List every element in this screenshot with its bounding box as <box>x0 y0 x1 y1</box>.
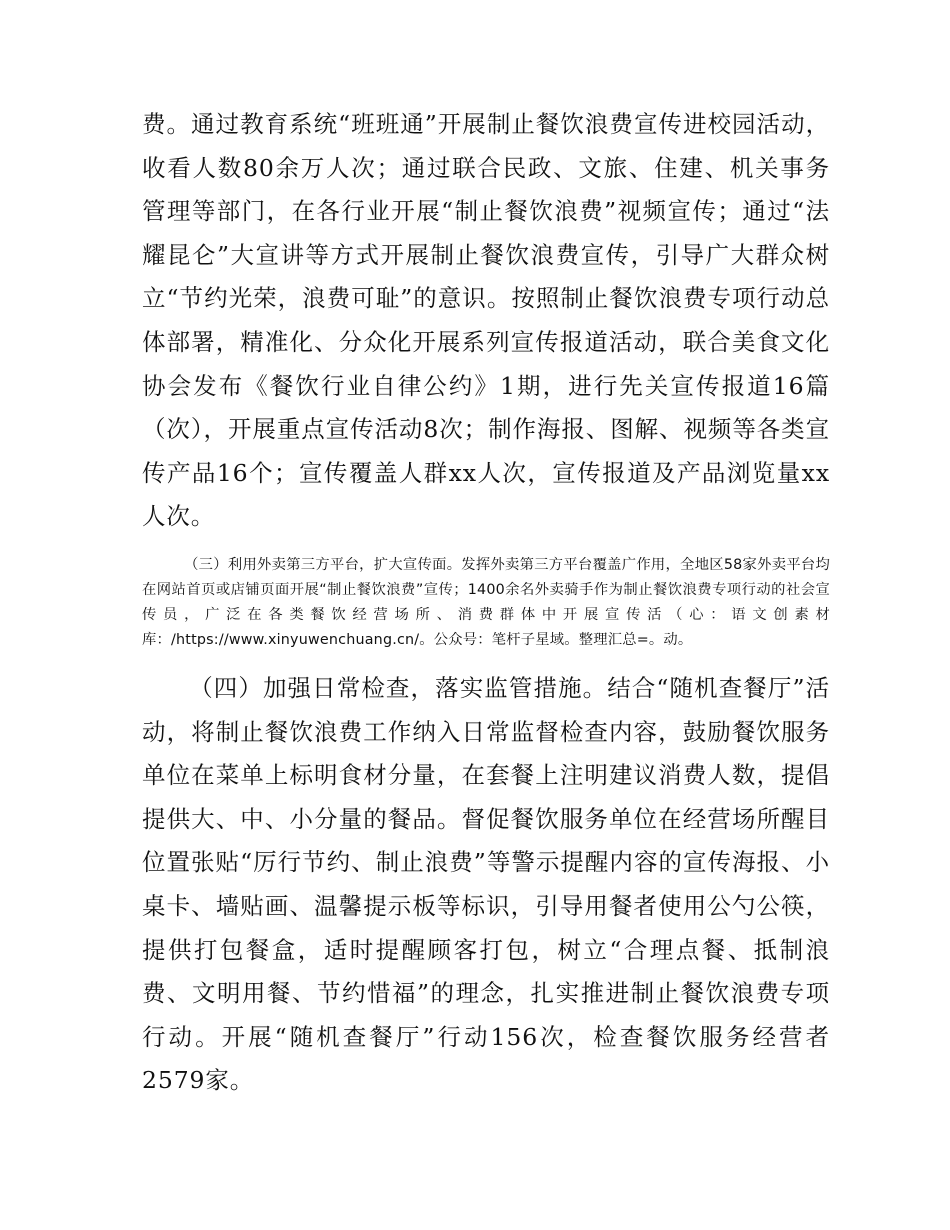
document-page <box>142 103 830 1103</box>
paragraph-takeaway-text: （三）利用外卖第三方平台，扩大宣传面。发挥外卖第三方平台覆盖广作用，全地区58家外卖平台均在网站首页或店铺页面开展“制止餐饮浪费”宣传；1400余名外卖骑手作为制止餐饮浪费专项行动的社会宣传员，广泛在各类餐饮经营场所、消费群体中开展宣传活（心：语文创素材库：/https://www.xinyuwenchuang.cn/。公众号：笔杆子星域。整理汇总=。动。 <box>142 556 830 648</box>
paragraph-daily-inspection <box>142 667 830 1103</box>
paragraph-daily-inspection-text: （四）加强日常检查，落实监管措施。结合“随机查餐厅”活动，将制止餐饮浪费工作纳入日常监督检查内容，鼓励餐饮服务单位在菜单上标明食材分量，在套餐上注明建议消费人数，提倡提供大、中、小分量的餐品。督促餐饮服务单位在经营场所醒目位置张贴“厉行节约、制止浪费”等警示提醒内容的宣传海报、小桌卡、墙贴画、温馨提示板等标识，引导用餐者使用公勺公筷，提供打包餐盒，适时提醒顾客打包，树立“合理点餐、抵制浪费、文明用餐、节约惜福”的理念，扎实推进制止餐饮浪费专项行动。开展“随机查餐厅”行动156次，检查餐饮服务经营者2579家。 <box>142 673 830 1095</box>
paragraph-takeaway-platforms <box>142 553 830 653</box>
paragraph-publicity-activities: 费。通过教育系统“班班通”开展制止餐饮浪费宣传进校园活动，收看人数80余万人次；通过联合民政、文旅、住建、机关事务管理等部门，在各行业开展“制止餐饮浪费”视频宣传；通过“法耀昆仑”大宣讲等方式开展制止餐饮浪费宣传，引导广大群众树立“节约光荣，浪费可耻”的意识。按照制止餐饮浪费专项行动总体部署，精准化、分众化开展系列宣传报道活动，联合美食文化协会发布《餐饮行业自律公约》1期，进行先关宣传报道16篇（次），开展重点宣传活动8次；制作海报、图解、视频等各类宣传产品16个；宣传覆盖人群xx人次，宣传报道及产品浏览量xx人次。 <box>142 110 830 531</box>
